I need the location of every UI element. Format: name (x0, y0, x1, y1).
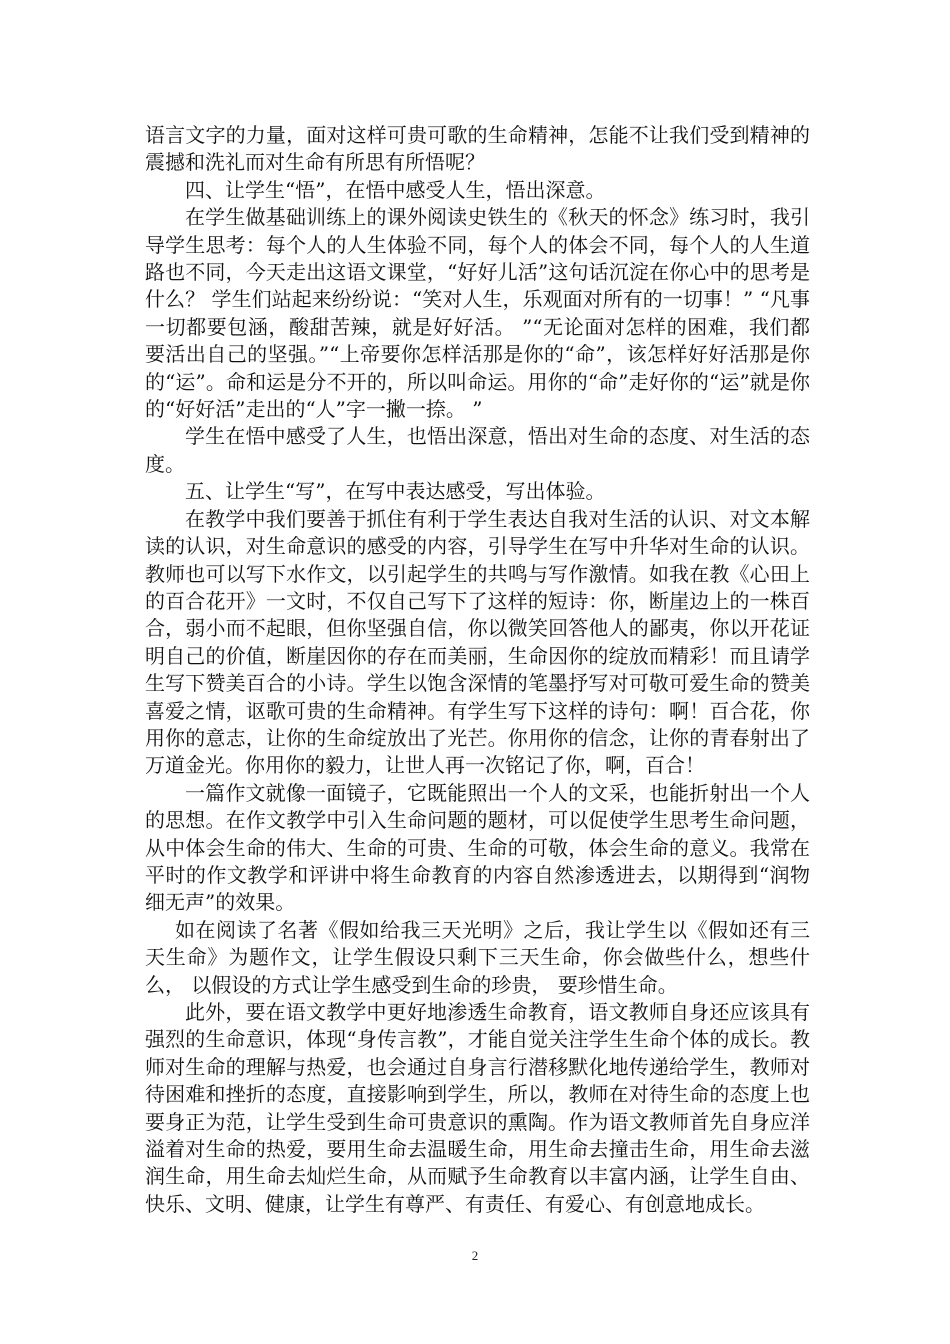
heading-section-4: 四、让学生“悟”，在悟中感受人生，悟出深意。 (185, 177, 606, 202)
paragraph-6: 在教学中我们要善于抓住有利于学生表达自我对生活的认识、对文本解读的认识，对生命意识的感受的内容，引导学生在写中升华对生命的认识。教师也可以写下水作文，以引起学生的共鸣与写作激情。如我在教《心田上的百合花开》一文时，不仅自己写下了这样的短诗：你，断崖边上的一株百合，弱小而不起眼，但你坚强自信，你以微笑回答他人的鄙夷，你以开花证明自己的价值，断崖因你的存在而美丽，生命因你的绽放而精彩！而且请学生写下赞美百合的小诗。学生以饱含深情的笔墨抒写对可敬可爱生命的赞美喜爱之情，讴歌可贵的生命精神。有学生写下这样的诗句：啊！百合花，你用你的意志，让你的生命绽放出了光芒。你用你的信念，让你的青春射出了万道金光。你用你的毅力，让世人再一次铭记了你，啊，百合！ (145, 506, 810, 778)
heading-section-5: 五、让学生“写”，在写中表达感受，写出体验。 (185, 479, 606, 504)
paragraph-9: 此外，要在语文教学中更好地渗透生命教育，语文教师自身还应该具有强烈的生命意识，体现“身传言教”，才能自觉关注学生生命个体的成长。教师对生命的理解与热爱，也会通过自身言行潜移默化地传递给学生，教师对待困难和挫折的态度，直接影响到学生，所以，教师在对待生命的态度上也要身正为范，让学生受到生命可贵意识的熏陶。作为语文教师首先自身应洋溢着对生命的热爱，要用生命去温暖生命，用生命去撞击生命，用生命去滋润生命，用生命去灿烂生命，从而赋予生命教育以丰富内涵，让学生自由、快乐、文明、健康，让学生有尊严、有责任、有爱心、有创意地成长。 (145, 1000, 810, 1216)
paragraph-4: 学生在悟中感受了人生，也悟出深意，悟出对生命的态度、对生活的态度。 (145, 424, 810, 476)
paragraph-7: 一篇作文就像一面镜子，它既能照出一个人的文采，也能折射出一个人的思想。在作文教学中引入生命问题的题材，可以促使学生思考生命问题，从中体会生命的伟大、生命的可贵、生命的可敬，体会生命的意义。我常在平时的作文教学和评讲中将生命教育的内容自然渗透进去，以期得到“润物细无声”的效果。 (145, 780, 810, 915)
body-text (145, 122, 810, 1218)
paragraph-1: 语言文字的力量，面对这样可贵可歌的生命精神，怎能不让我们受到精神的震撼和洗礼而对生命有所思有所悟呢？ (145, 123, 810, 175)
page-number: 2 (471, 1248, 479, 1263)
paragraph-8: 如在阅读了名著《假如给我三天光明》之后，我让学生以《假如还有三天生命》为题作文，让学生假设只剩下三天生命，你会做些什么，想些什么， 以假设的方式让学生感受到生命的珍贵， 要珍惜生命。 (145, 917, 810, 997)
paragraph-3: 在学生做基础训练上的课外阅读史铁生的《秋天的怀念》练习时，我引导学生思考：每个人的人生体验不同，每个人的体会不同，每个人的人生道路也不同，今天走出这语文课堂，“好好儿活”这句话沉淀在你心中的思考是什么？ 学生们站起来纷纷说：“笑对人生，乐观面对所有的一切事！” “凡事一切都要包涵，酸甜苦辣，就是好好活。 ”“无论面对怎样的困难，我们都要活出自己的坚强。”“上帝要你怎样活那是你的“命”，该怎样好好活那是你的“运”。命和运是分不开的，所以叫命运。用你的“命”走好你的“运”就是你的“好好活”走出的“人”字一撇一捺。 ” (145, 205, 810, 422)
